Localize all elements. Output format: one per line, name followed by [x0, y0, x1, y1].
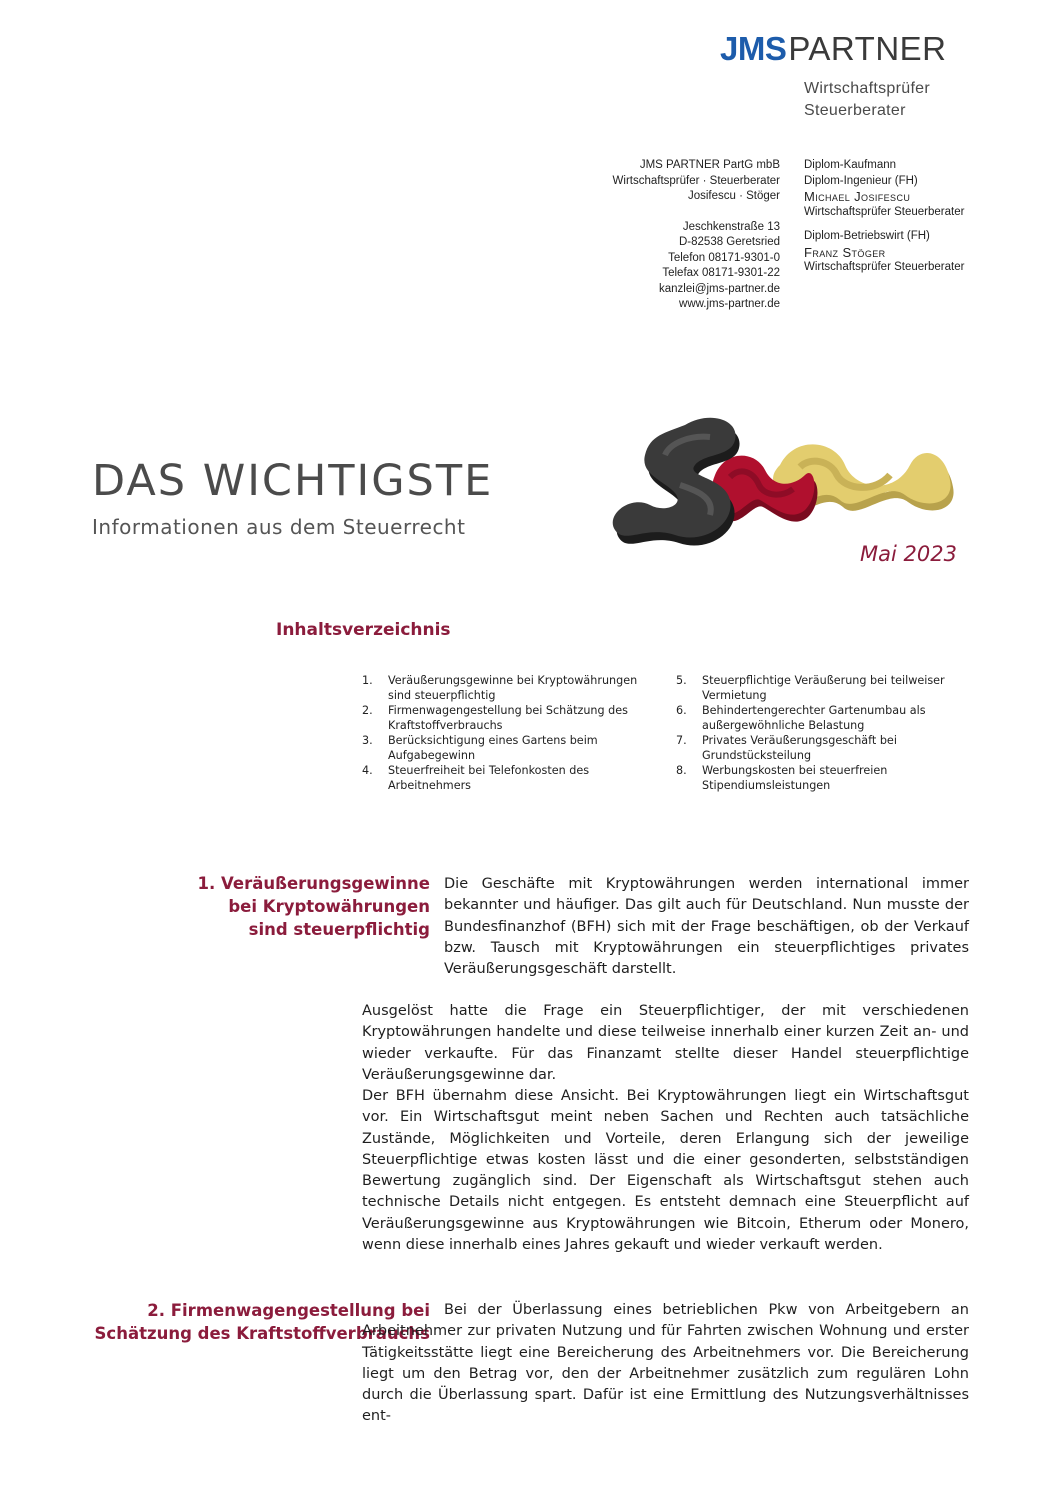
toc-item[interactable] — [676, 673, 956, 703]
company-logo — [720, 30, 947, 68]
toc-item[interactable] — [676, 703, 956, 733]
toc-number: 1. — [362, 674, 373, 687]
toc-text: Privates Veräußerungsgeschäft bei Grundstücksteilung — [702, 734, 897, 762]
logo-jms: JMS — [720, 30, 787, 67]
section-1-heading — [140, 872, 430, 941]
partner-role: Wirtschaftsprüfer Steuerberater — [804, 261, 965, 273]
partner-title: Diplom-Kaufmann — [804, 159, 897, 171]
toc-number: 7. — [676, 734, 687, 747]
heading-line: 2. Firmenwagengestellung bei — [147, 1301, 430, 1320]
toc-item[interactable] — [362, 673, 642, 703]
toc-text: Berücksichtigung eines Gartens beim Aufgabegewinn — [388, 734, 598, 762]
fax: Telefax 08171-9301-22 — [662, 267, 780, 279]
toc-text: Veräußerungsgewinne bei Kryptowährungen sind steuerpflichtig — [388, 674, 638, 702]
website-link[interactable]: www.jms-partner.de — [679, 298, 780, 310]
logo-partner: PARTNER — [788, 30, 947, 67]
toc-number: 2. — [362, 704, 373, 717]
phone: Telefon 08171-9301-0 — [668, 251, 780, 264]
toc-text: Steuerfreiheit bei Telefonkosten des Arbeitnehmers — [388, 764, 590, 792]
toc-number: 8. — [676, 764, 687, 777]
email-link[interactable]: kanzlei@jms-partner.de — [659, 282, 780, 295]
toc-column-right — [676, 673, 956, 793]
issue-date: Mai 2023 — [860, 542, 957, 566]
partner-title: Diplom-Ingenieur (FH) — [804, 174, 918, 187]
section-1-paragraph: Ausgelöst hatte die Frage ein Steuerpflichtiger, der mit verschiedenen Kryptowährungen handelte und diese teilweise innerhalb einer kurzen Zeit an- und wieder verkaufte. Für das Finanzamt stellte dieser Handel steuerpflichtige Veräußerungsgewinne dar. — [362, 1003, 969, 1083]
partner-name: Franz Stöger — [804, 244, 886, 260]
partner-role: Wirtschaftsprüfer Steuerberater — [804, 205, 965, 218]
toc-number: 6. — [676, 704, 687, 717]
firm-names: Josifescu · Stöger — [687, 190, 780, 202]
partners-block — [804, 158, 964, 276]
street: Jeschkenstraße 13 — [682, 220, 780, 233]
toc-column-left — [362, 673, 642, 793]
heading-line: Schätzung des Kraftstoffverbrauchs — [94, 1324, 430, 1343]
toc-item[interactable] — [362, 703, 642, 733]
heading-line: sind steuerpflichtig — [248, 920, 430, 939]
paragraph-symbols-illustration — [605, 405, 965, 555]
heading-line: 1. Veräußerungsgewinne — [197, 874, 430, 893]
toc-item[interactable] — [676, 763, 956, 793]
city: D-82538 Geretsried — [679, 236, 780, 248]
toc-item[interactable] — [676, 733, 956, 763]
heading-line: bei Kryptowährungen — [228, 897, 430, 916]
toc-item[interactable] — [362, 763, 642, 793]
toc-text: Firmenwagengestellung bei Schätzung des Kraftstoffverbrauchs — [388, 704, 628, 732]
toc-text: Steuerpflichtige Veräußerung bei teilweiser Vermietung — [702, 674, 945, 702]
firm-name: JMS PARTNER PartG mbB — [639, 159, 780, 171]
firm-type: Wirtschaftsprüfer · Steuerberater — [612, 174, 780, 187]
subtitle-line: Wirtschaftsprüfer — [804, 80, 931, 97]
toc-heading: Inhaltsverzeichnis — [276, 620, 451, 640]
partner-title: Diplom-Betriebswirt (FH) — [804, 230, 930, 242]
section-2-paragraph: Bei der Überlassung eines betrieblichen Pkw von Arbeitgebern an Arbeitnehmer zur privaten Nutzung und für Fahrten zwischen Wohnung und erster Tätigkeitsstätte liegt eine Bereicherung des Arbeitnehmers vor. Die Bereicherung liegt um den Betrag vor, den der Arbeitnehmer zusätzlich zum regulären Lohn durch die Überlassung spart. Dafür ist eine Ermittlung des Nutzungsverhältnisses ent- — [362, 1302, 969, 1425]
toc-item[interactable] — [362, 733, 642, 763]
section-1-paragraph: Der BFH übernahm diese Ansicht. Bei Kryptowährungen liegt ein Wirtschaftsgut vor. Ein Wirtschaftsgut meint neben Sachen und Rechten auch tatsächliche Zustände, Möglichkeiten und Vorteile, deren Erlangung sich der jeweilige Steuerpflichtige etwas kosten lässt und die einer gesonderten, selbstständigen Bewertung zugänglich sind. Der Eigenschaft als Wirtschaftsgut stehen auch technische Details nicht entgegen. Es entsteht demnach eine Steuerpflicht auf Veräußerungsgewinne aus Kryptowährungen wie Bitcoin, Etherum oder Monero, wenn diese innerhalb eines Jahres gekauft und wieder verkauft werden. — [362, 1088, 969, 1254]
toc-text: Werbungskosten bei steuerfreien Stipendiumsleistungen — [702, 764, 888, 792]
firm-address-block — [613, 158, 780, 313]
section-1-paragraph: Die Geschäfte mit Kryptowährungen werden international immer bekannter und häufiger. Das gilt auch für Deutschland. Nun musste der Bundesfinanzhof (BFH) sich mit der Frage beschäftigen, ob der Verkauf bzw. Tausch mit Kryptowährungen ein steuerpflichtiges privates Veräußerungsgeschäft darstellt. — [444, 876, 969, 978]
company-subtitle — [804, 78, 930, 122]
subtitle-line: Steuerberater — [804, 102, 906, 119]
newsletter-subtitle: Informationen aus dem Steuerrecht — [92, 515, 466, 539]
toc-number: 5. — [676, 674, 687, 687]
partner-name: Michael Josifescu — [804, 189, 911, 204]
toc-number: 4. — [362, 764, 373, 777]
toc-text: Behindertengerechter Gartenumbau als außergewöhnliche Belastung — [702, 704, 926, 732]
newsletter-title: DAS WICHTIGSTE — [92, 456, 494, 506]
toc-number: 3. — [362, 734, 373, 747]
